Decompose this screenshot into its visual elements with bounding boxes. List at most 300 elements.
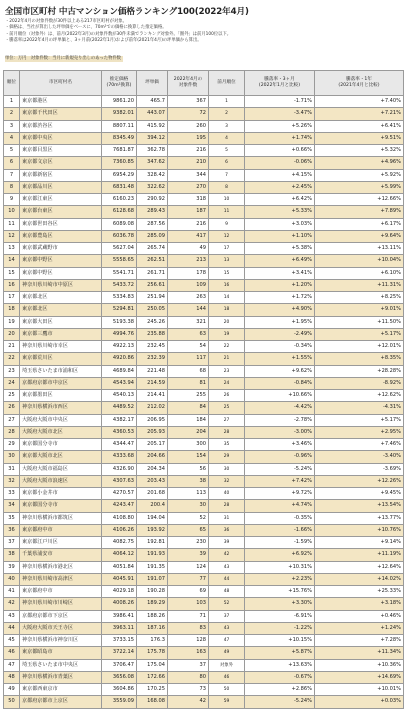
tsubo-cell: 261.71: [137, 267, 168, 279]
count-cell: 63: [168, 328, 209, 340]
table-row: [4, 390, 404, 402]
tsubo-cell: 262.51: [137, 255, 168, 267]
change-1y-cell: +10.04%: [315, 255, 404, 267]
table-row: [4, 684, 404, 696]
name-cell: 埼玉県さいたま市浦和区: [20, 365, 102, 377]
prev-rank-cell: 47: [209, 635, 245, 647]
count-cell: 213: [168, 255, 209, 267]
prev-rank-cell: 3: [209, 120, 245, 132]
change-1y-cell: +6.17%: [315, 218, 404, 230]
table-row: [4, 426, 404, 438]
rank-cell: 19: [4, 316, 20, 328]
change-3m-cell: +6.92%: [245, 549, 315, 561]
tsubo-cell: 232.39: [137, 353, 168, 365]
rank-cell: 31: [4, 463, 20, 475]
price-cell: 4106.26: [102, 524, 137, 536]
change-3m-cell: -1.59%: [245, 537, 315, 549]
change-3m-cell: -0.35%: [245, 512, 315, 524]
change-3m-cell: +15.76%: [245, 586, 315, 598]
price-cell: 3722.14: [102, 647, 137, 659]
tsubo-cell: 170.25: [137, 684, 168, 696]
price-cell: 5627.04: [102, 243, 137, 255]
prev-rank-cell: 42: [209, 549, 245, 561]
table-row: [4, 439, 404, 451]
name-cell: 東京都中野区: [20, 267, 102, 279]
table-row: [4, 451, 404, 463]
tsubo-cell: 251.94: [137, 292, 168, 304]
tsubo-cell: 322.62: [137, 181, 168, 193]
price-cell: 4689.84: [102, 365, 137, 377]
name-cell: 大阪府大阪市浪速区: [20, 475, 102, 487]
tsubo-cell: 203.43: [137, 475, 168, 487]
tsubo-cell: 289.43: [137, 206, 168, 218]
price-cell: 4543.94: [102, 377, 137, 389]
table-row: [4, 537, 404, 549]
prev-rank-cell: 対象外: [209, 659, 245, 671]
prev-rank-cell: 24: [209, 377, 245, 389]
name-cell: 東京都大田区: [20, 316, 102, 328]
change-1y-cell: +2.95%: [315, 426, 404, 438]
name-cell: 東京都千代田区: [20, 108, 102, 120]
tsubo-cell: 200.4: [137, 500, 168, 512]
table-row: [4, 218, 404, 230]
count-cell: 69: [168, 586, 209, 598]
tsubo-cell: 443.07: [137, 108, 168, 120]
name-cell: 東京都江東区: [20, 194, 102, 206]
change-3m-cell: +10.66%: [245, 390, 315, 402]
rank-cell: 29: [4, 439, 20, 451]
change-1y-cell: +5.99%: [315, 181, 404, 193]
tsubo-cell: 265.74: [137, 243, 168, 255]
rank-cell: 39: [4, 561, 20, 573]
table-row: [4, 377, 404, 389]
change-1y-cell: +10.01%: [315, 684, 404, 696]
count-cell: 178: [168, 267, 209, 279]
rank-cell: 10: [4, 206, 20, 218]
price-cell: 4008.26: [102, 598, 137, 610]
count-cell: 321: [168, 316, 209, 328]
count-cell: 73: [168, 684, 209, 696]
prev-rank-cell: 2: [209, 108, 245, 120]
rank-cell: 48: [4, 671, 20, 683]
rank-cell: 12: [4, 230, 20, 242]
change-3m-cell: +6.42%: [245, 194, 315, 206]
table-row: [4, 586, 404, 598]
count-cell: 270: [168, 181, 209, 193]
name-cell: 京都府京都市上京区: [20, 696, 102, 708]
price-cell: 3559.09: [102, 696, 137, 708]
prev-rank-cell: 5: [209, 145, 245, 157]
change-3m-cell: +7.42%: [245, 475, 315, 487]
rank-cell: 13: [4, 243, 20, 255]
change-3m-cell: -5.24%: [245, 696, 315, 708]
rank-cell: 38: [4, 549, 20, 561]
name-cell: 京都府京都市中京区: [20, 377, 102, 389]
change-1y-cell: +25.33%: [315, 586, 404, 598]
rank-cell: 18: [4, 304, 20, 316]
count-cell: 154: [168, 451, 209, 463]
table-row: [4, 279, 404, 291]
table-row: [4, 524, 404, 536]
rank-cell: 25: [4, 390, 20, 402]
name-cell: 東京都文京区: [20, 157, 102, 169]
col-header-rank: 順位: [4, 71, 20, 96]
change-3m-cell: -0.06%: [245, 157, 315, 169]
tsubo-cell: 193.92: [137, 524, 168, 536]
price-cell: 5294.81: [102, 304, 137, 316]
count-cell: 103: [168, 598, 209, 610]
table-row: [4, 696, 404, 708]
change-3m-cell: -2.78%: [245, 414, 315, 426]
prev-rank-cell: 25: [209, 402, 245, 414]
table-row: [4, 304, 404, 316]
change-1y-cell: +8.35%: [315, 353, 404, 365]
rank-cell: 32: [4, 475, 20, 487]
rank-cell: 22: [4, 353, 20, 365]
tsubo-cell: 189.29: [137, 598, 168, 610]
table-header-row: [4, 71, 404, 96]
tsubo-cell: 328.42: [137, 169, 168, 181]
tsubo-cell: 190.28: [137, 586, 168, 598]
rank-cell: 35: [4, 512, 20, 524]
prev-rank-cell: 59: [209, 696, 245, 708]
col-header-name: 市区町村名: [20, 71, 102, 96]
change-1y-cell: +7.40%: [315, 96, 404, 108]
change-3m-cell: +1.10%: [245, 230, 315, 242]
prev-rank-cell: 1: [209, 96, 245, 108]
prev-rank-cell: 46: [209, 671, 245, 683]
prev-rank-cell: 31: [209, 512, 245, 524]
name-cell: 東京都荒川区: [20, 353, 102, 365]
change-1y-cell: +0.03%: [315, 696, 404, 708]
notes: [5, 19, 403, 63]
count-cell: 300: [168, 439, 209, 451]
tsubo-cell: 194.04: [137, 512, 168, 524]
name-cell: 東京都墨田区: [20, 390, 102, 402]
change-3m-cell: -0.67%: [245, 671, 315, 683]
price-cell: 3733.15: [102, 635, 137, 647]
rank-cell: 49: [4, 684, 20, 696]
table-row: [4, 402, 404, 414]
tsubo-cell: 287.56: [137, 218, 168, 230]
change-1y-cell: +6.41%: [315, 120, 404, 132]
prev-rank-cell: 35: [209, 439, 245, 451]
change-3m-cell: -0.96%: [245, 451, 315, 463]
tsubo-cell: 176.3: [137, 635, 168, 647]
prev-rank-cell: 32: [209, 475, 245, 487]
name-cell: 東京都国分寺市: [20, 500, 102, 512]
table-row: [4, 316, 404, 328]
prev-rank-cell: 44: [209, 573, 245, 585]
change-1y-cell: +10.36%: [315, 659, 404, 671]
price-cell: 3986.41: [102, 610, 137, 622]
change-3m-cell: +2.45%: [245, 181, 315, 193]
price-cell: 4920.86: [102, 353, 137, 365]
rank-cell: 23: [4, 365, 20, 377]
prev-rank-cell: 15: [209, 267, 245, 279]
table-row: [4, 365, 404, 377]
tsubo-cell: 362.78: [137, 145, 168, 157]
change-1y-cell: +9.45%: [315, 488, 404, 500]
price-cell: 3963.11: [102, 622, 137, 634]
price-cell: 5334.83: [102, 292, 137, 304]
change-3m-cell: +10.15%: [245, 635, 315, 647]
tsubo-cell: 250.05: [137, 304, 168, 316]
price-cell: 4344.47: [102, 439, 137, 451]
tsubo-cell: 465.7: [137, 96, 168, 108]
prev-rank-cell: 20: [209, 316, 245, 328]
name-cell: 東京都小金井市: [20, 488, 102, 500]
price-cell: 4270.57: [102, 488, 137, 500]
change-1y-cell: +12.26%: [315, 475, 404, 487]
change-3m-cell: -2.49%: [245, 328, 315, 340]
price-cell: 3604.86: [102, 684, 137, 696]
change-3m-cell: +3.03%: [245, 218, 315, 230]
table-row: [4, 475, 404, 487]
change-1y-cell: +12.62%: [315, 390, 404, 402]
table-row: [4, 610, 404, 622]
prev-rank-cell: 19: [209, 328, 245, 340]
table-row: [4, 267, 404, 279]
change-1y-cell: +7.28%: [315, 635, 404, 647]
prev-rank-cell: 26: [209, 390, 245, 402]
tsubo-cell: 205.17: [137, 439, 168, 451]
rank-cell: 9: [4, 194, 20, 206]
change-1y-cell: +12.66%: [315, 194, 404, 206]
name-cell: 東京都国分寺市: [20, 439, 102, 451]
change-1y-cell: +13.11%: [315, 243, 404, 255]
count-cell: 39: [168, 549, 209, 561]
change-3m-cell: -1.71%: [245, 96, 315, 108]
change-3m-cell: +13.63%: [245, 659, 315, 671]
price-cell: 6089.08: [102, 218, 137, 230]
prev-rank-cell: 16: [209, 279, 245, 291]
rank-cell: 44: [4, 622, 20, 634]
change-1y-cell: +7.46%: [315, 439, 404, 451]
change-1y-cell: -8.92%: [315, 377, 404, 389]
count-cell: 367: [168, 96, 209, 108]
change-3m-cell: -3.47%: [245, 108, 315, 120]
count-cell: 195: [168, 132, 209, 144]
change-1y-cell: +8.25%: [315, 292, 404, 304]
name-cell: 大阪府大阪市中央区: [20, 414, 102, 426]
tsubo-cell: 192.81: [137, 537, 168, 549]
rank-cell: 47: [4, 659, 20, 671]
change-1y-cell: +9.14%: [315, 537, 404, 549]
change-3m-cell: -0.84%: [245, 377, 315, 389]
count-cell: 124: [168, 561, 209, 573]
count-cell: 81: [168, 377, 209, 389]
count-cell: 210: [168, 157, 209, 169]
name-cell: 神奈川県横浜市港北区: [20, 561, 102, 573]
tsubo-cell: 347.62: [137, 157, 168, 169]
change-3m-cell: +2.23%: [245, 573, 315, 585]
price-cell: 4029.18: [102, 586, 137, 598]
change-3m-cell: +2.86%: [245, 684, 315, 696]
change-1y-cell: +7.21%: [315, 108, 404, 120]
name-cell: 東京都三鷹市: [20, 328, 102, 340]
tsubo-cell: 188.26: [137, 610, 168, 622]
change-1y-cell: -3.69%: [315, 463, 404, 475]
count-cell: 187: [168, 206, 209, 218]
change-1y-cell: +14.02%: [315, 573, 404, 585]
count-cell: 68: [168, 365, 209, 377]
note-line: ・価格は、当社が算出した坪単価をベースに、70m²での価格に換算した推定価格。: [5, 25, 167, 31]
prev-rank-cell: 23: [209, 365, 245, 377]
tsubo-cell: 212.02: [137, 402, 168, 414]
change-1y-cell: +1.24%: [315, 622, 404, 634]
change-3m-cell: -0.34%: [245, 341, 315, 353]
count-cell: 56: [168, 463, 209, 475]
note-highlight: 単位：万円 対象件数：当月に新規売り出しのあった物件数: [5, 56, 121, 61]
change-3m-cell: +1.55%: [245, 353, 315, 365]
tsubo-cell: 191.35: [137, 561, 168, 573]
table-row: [4, 230, 404, 242]
table-row: [4, 328, 404, 340]
note-line: ・2022年4月の対象件数が30件以上ある217市区町村が対象。: [5, 19, 127, 24]
price-cell: 4489.52: [102, 402, 137, 414]
change-1y-cell: +9.64%: [315, 230, 404, 242]
change-1y-cell: +5.92%: [315, 169, 404, 181]
change-1y-cell: +3.18%: [315, 598, 404, 610]
rank-cell: 7: [4, 169, 20, 181]
tsubo-cell: 394.12: [137, 132, 168, 144]
price-cell: 5193.38: [102, 316, 137, 328]
rank-cell: 26: [4, 402, 20, 414]
rank-cell: 1: [4, 96, 20, 108]
tsubo-cell: 205.93: [137, 426, 168, 438]
tsubo-cell: 191.07: [137, 573, 168, 585]
tsubo-cell: 221.48: [137, 365, 168, 377]
tsubo-cell: 232.45: [137, 341, 168, 353]
price-cell: 4540.13: [102, 390, 137, 402]
name-cell: 東京都世田谷区: [20, 218, 102, 230]
count-cell: 37: [168, 659, 209, 671]
name-cell: 大阪府大阪市天王寺区: [20, 622, 102, 634]
prev-rank-cell: 4: [209, 132, 245, 144]
table-row: [4, 255, 404, 267]
rank-cell: 43: [4, 610, 20, 622]
name-cell: 神奈川県横浜市神奈川区: [20, 635, 102, 647]
price-cell: 4994.76: [102, 328, 137, 340]
table-row: [4, 292, 404, 304]
prev-rank-cell: 39: [209, 537, 245, 549]
count-cell: 260: [168, 120, 209, 132]
prev-rank-cell: 8: [209, 181, 245, 193]
tsubo-cell: 290.92: [137, 194, 168, 206]
tsubo-cell: 201.68: [137, 488, 168, 500]
price-cell: 4064.12: [102, 549, 137, 561]
name-cell: 東京都府中市: [20, 524, 102, 536]
count-cell: 52: [168, 512, 209, 524]
price-cell: 4922.13: [102, 341, 137, 353]
rank-cell: 11: [4, 218, 20, 230]
count-cell: 113: [168, 488, 209, 500]
change-1y-cell: +13.54%: [315, 500, 404, 512]
price-cell: 4307.63: [102, 475, 137, 487]
price-cell: 4045.91: [102, 573, 137, 585]
change-3m-cell: +5.38%: [245, 243, 315, 255]
name-cell: 神奈川県川崎市中原区: [20, 279, 102, 291]
prev-rank-cell: 21: [209, 353, 245, 365]
price-cell: 3656.08: [102, 671, 137, 683]
ranking-table: [3, 70, 404, 709]
price-cell: 8345.49: [102, 132, 137, 144]
prev-rank-cell: 43: [209, 561, 245, 573]
price-cell: 4382.17: [102, 414, 137, 426]
change-3m-cell: +3.46%: [245, 439, 315, 451]
prev-rank-cell: 7: [209, 169, 245, 181]
table-row: [4, 243, 404, 255]
name-cell: 神奈川県川崎市川崎区: [20, 598, 102, 610]
count-cell: 163: [168, 647, 209, 659]
rank-cell: 46: [4, 647, 20, 659]
prev-rank-cell: 50: [209, 684, 245, 696]
name-cell: 東京都武蔵野市: [20, 243, 102, 255]
prev-rank-cell: 52: [209, 598, 245, 610]
count-cell: 65: [168, 524, 209, 536]
prev-rank-cell: 12: [209, 230, 245, 242]
change-1y-cell: +14.69%: [315, 671, 404, 683]
price-cell: 7360.85: [102, 157, 137, 169]
change-1y-cell: +9.01%: [315, 304, 404, 316]
table-row: [4, 169, 404, 181]
rank-cell: 6: [4, 157, 20, 169]
count-cell: 117: [168, 353, 209, 365]
count-cell: 204: [168, 426, 209, 438]
count-cell: 77: [168, 573, 209, 585]
price-cell: 9861.20: [102, 96, 137, 108]
table-row: [4, 622, 404, 634]
change-1y-cell: +28.28%: [315, 365, 404, 377]
price-cell: 4051.84: [102, 561, 137, 573]
name-cell: 神奈川県川崎市幸区: [20, 341, 102, 353]
change-1y-cell: +11.19%: [315, 549, 404, 561]
name-cell: 大阪府大阪市北区: [20, 426, 102, 438]
col-header-prev-rank: 前月順位: [209, 71, 245, 96]
tsubo-cell: 175.04: [137, 659, 168, 671]
name-cell: 東京都渋谷区: [20, 120, 102, 132]
count-cell: 71: [168, 610, 209, 622]
col-header-price: 推定価格 (70m²換算): [102, 71, 137, 96]
change-3m-cell: -1.22%: [245, 622, 315, 634]
table-row: [4, 659, 404, 671]
change-3m-cell: -5.24%: [245, 463, 315, 475]
count-cell: 109: [168, 279, 209, 291]
prev-rank-cell: 18: [209, 304, 245, 316]
count-cell: 42: [168, 696, 209, 708]
change-1y-cell: +11.50%: [315, 316, 404, 328]
change-1y-cell: +4.96%: [315, 157, 404, 169]
table-row: [4, 206, 404, 218]
prev-rank-cell: 49: [209, 647, 245, 659]
change-1y-cell: +12.64%: [315, 561, 404, 573]
price-cell: 4243.47: [102, 500, 137, 512]
name-cell: 京都府京都市下京区: [20, 610, 102, 622]
note-line: ・騰落率は2022年4月の坪単価と、3ヶ月前(2022年1月)および前年(2021年4月)の坪単価から算出。: [5, 37, 202, 43]
name-cell: 東京都新宿区: [20, 169, 102, 181]
prev-rank-cell: 43: [209, 622, 245, 634]
name-cell: 東京都大阪市北区: [20, 451, 102, 463]
name-cell: 東京都西東京市: [20, 684, 102, 696]
name-cell: 東京都目黒区: [20, 145, 102, 157]
table-row: [4, 561, 404, 573]
table-row: [4, 194, 404, 206]
change-3m-cell: -1.66%: [245, 524, 315, 536]
rank-cell: 30: [4, 451, 20, 463]
name-cell: 東京都台東区: [20, 206, 102, 218]
price-cell: 6036.78: [102, 230, 137, 242]
